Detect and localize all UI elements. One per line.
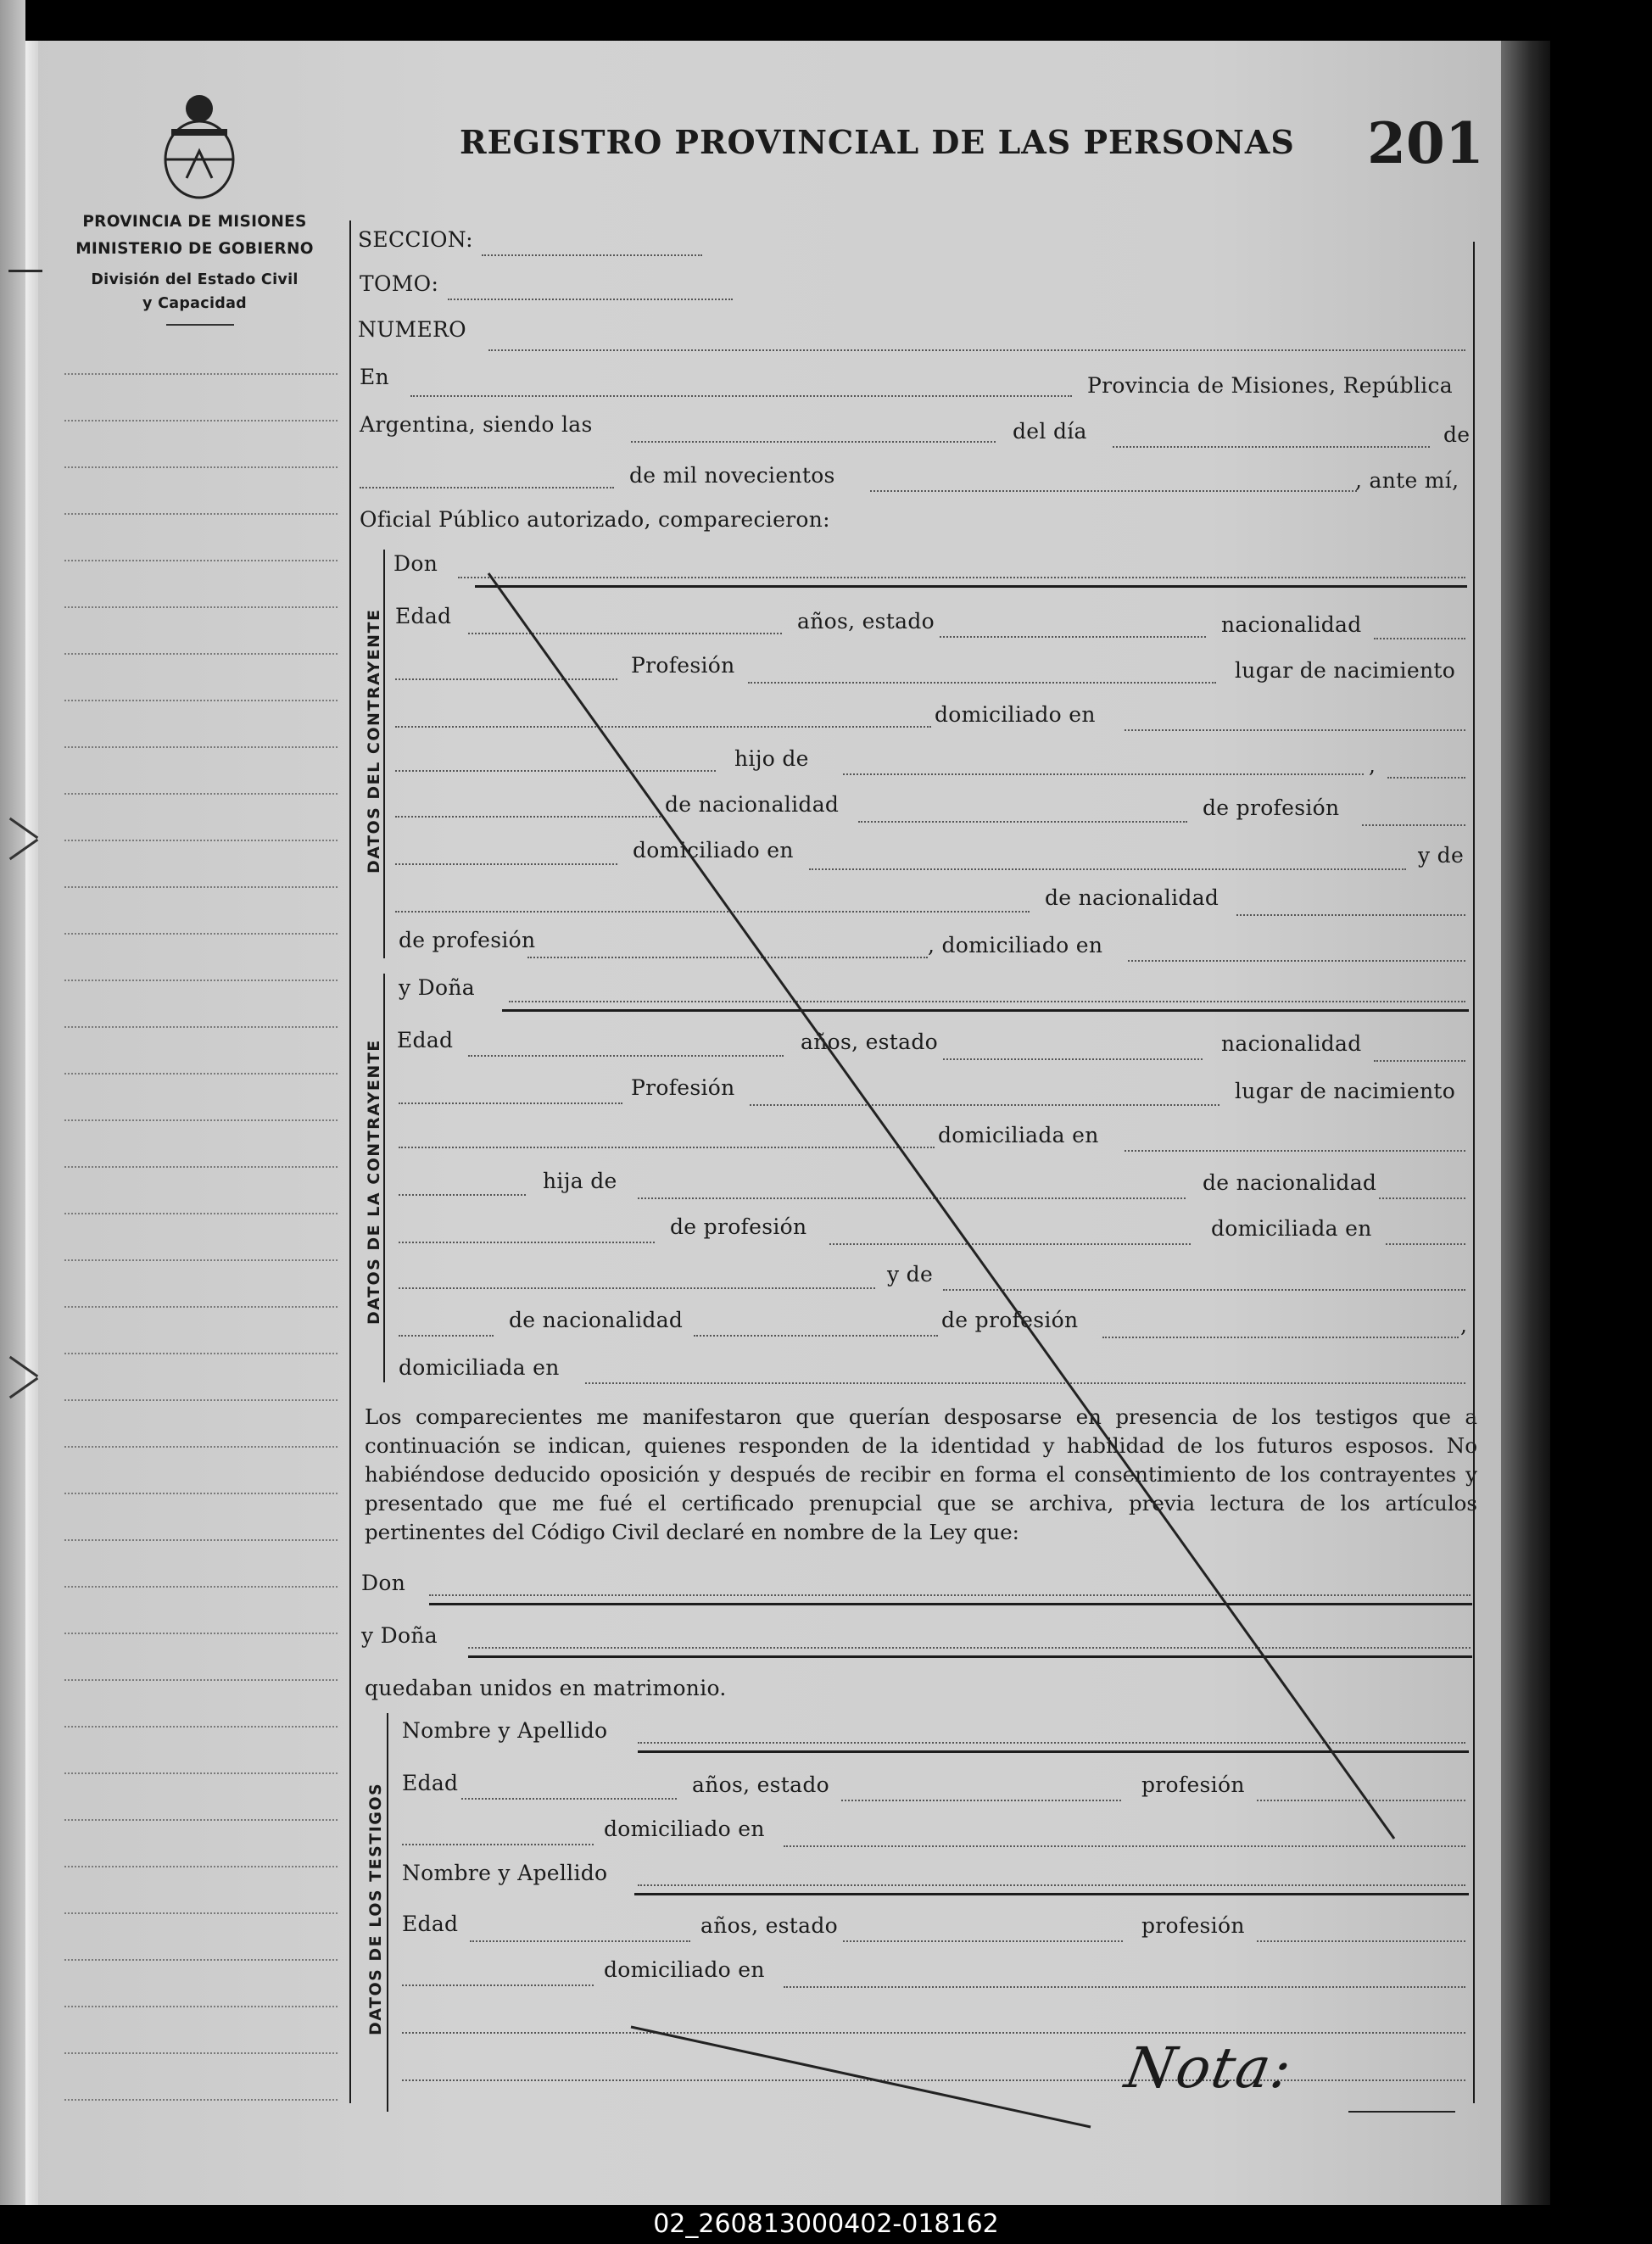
- de-label: de: [1443, 422, 1471, 447]
- domiciliado-label-t1: domiciliado en: [604, 1817, 765, 1841]
- de-nacionalidad-label: de nacionalidad: [1203, 1170, 1377, 1195]
- dona-label: y Doña: [399, 975, 475, 1000]
- nacionalidad-label: nacionalidad: [1221, 612, 1362, 637]
- edad-label: Edad: [395, 604, 452, 628]
- dona-label-declaration: y Doña: [361, 1623, 438, 1648]
- division-label: División del Estado Civil: [91, 271, 299, 288]
- domiciliado-label: domiciliado en: [935, 702, 1096, 727]
- de-profesion-label: de profesión: [1203, 795, 1340, 820]
- ministry-label: MINISTERIO DE GOBIERNO: [75, 240, 314, 258]
- anos-estado-label-1: años, estado: [692, 1772, 830, 1797]
- hijo-de-label: hijo de: [734, 746, 809, 771]
- profesion-label: Profesión: [631, 1075, 735, 1100]
- de-nacionalidad-label-2: de nacionalidad: [1045, 885, 1219, 910]
- image-id-label: 02_260813000402-018162: [653, 2209, 999, 2239]
- domiciliada-label-3: domiciliada en: [399, 1355, 560, 1380]
- cancellation-stroke: [631, 2027, 1091, 2127]
- section-label-contrayente: DATOS DEL CONTRAYENTE: [365, 608, 383, 874]
- profesion-label-2: profesión: [1141, 1913, 1245, 1938]
- provincia-text: Provincia de Misiones, República: [1087, 373, 1453, 398]
- de-profesion-label-2: de profesión: [941, 1308, 1079, 1332]
- numero-label: NUMERO: [358, 317, 466, 342]
- de-nacionalidad-label: de nacionalidad: [665, 792, 840, 817]
- anos-estado-label: años, estado: [797, 609, 935, 634]
- nombre-label-1: Nombre y Apellido: [402, 1718, 608, 1743]
- comma-text: ,: [1460, 1313, 1468, 1337]
- ante-mi-text: , ante mí,: [1355, 468, 1459, 493]
- anos-estado-label: años, estado: [801, 1030, 939, 1054]
- y-de-label: y de: [1418, 843, 1465, 868]
- edad-label: Edad: [397, 1028, 454, 1052]
- declaration-paragraph: Los comparecientes me manifestaron que querían desposarse en presencia de los testigos que a continuación se indican, quienes responden de la identidad y habilidad de los futuros esposos. No habiéndose deducido oposición y después de recibir en forma el consentimiento de los contrayentes y presentado que me fué el certificado prenupcial que se archiva, previa lectura de los artículos pertinentes del Código Civil declaré en nombre de la Ley que:: [365, 1404, 1477, 1544]
- hija-de-label: hija de: [543, 1169, 617, 1193]
- anos-estado-label-2: años, estado: [700, 1913, 839, 1938]
- lugar-nacimiento-label: lugar de nacimiento: [1235, 658, 1456, 683]
- de-profesion-label: de profesión: [670, 1214, 807, 1239]
- page-title: REGISTRO PROVINCIAL DE LAS PERSONAS: [460, 123, 1295, 161]
- domiciliada-label: domiciliada en: [938, 1123, 1099, 1147]
- comma-text: ,: [1369, 753, 1376, 778]
- profesion-label: Profesión: [631, 653, 735, 678]
- don-label: Don: [393, 551, 438, 576]
- section-label-contrayenta: DATOS DE LA CONTRAYENTE: [365, 1039, 383, 1325]
- lugar-nacimiento-label: lugar de nacimiento: [1235, 1079, 1456, 1103]
- de-profesion-label-2: de profesión: [399, 928, 536, 952]
- page-number: 201: [1367, 110, 1484, 176]
- domiciliado-label-t2: domiciliado en: [604, 1957, 765, 1982]
- division-label-2: y Capacidad: [142, 295, 248, 312]
- unidos-text: quedaban unidos en matrimonio.: [365, 1676, 727, 1700]
- domiciliado-label-3: , domiciliado en: [928, 933, 1103, 957]
- section-label-testigos: DATOS DE LOS TESTIGOS: [366, 1782, 385, 2035]
- y-de-label: y de: [887, 1262, 934, 1287]
- edad-label-1: Edad: [402, 1771, 459, 1795]
- mil-novecientos-label: de mil novecientos: [629, 463, 835, 488]
- argentina-text: Argentina, siendo las: [360, 412, 593, 437]
- handwritten-note: Nota:: [1120, 2035, 1298, 2101]
- nombre-label-2: Nombre y Apellido: [402, 1861, 608, 1885]
- seccion-label: SECCION:: [358, 227, 473, 252]
- domiciliada-label-2: domiciliada en: [1211, 1216, 1372, 1241]
- don-label-declaration: Don: [361, 1571, 406, 1595]
- en-label: En: [360, 365, 389, 389]
- de-nacionalidad-label-2: de nacionalidad: [509, 1308, 684, 1332]
- tomo-label: TOMO:: [360, 271, 439, 296]
- domiciliado-label-2: domiciliado en: [633, 838, 794, 862]
- province-label: PROVINCIA DE MISIONES: [82, 213, 307, 231]
- nacionalidad-label: nacionalidad: [1221, 1031, 1362, 1056]
- del-dia-label: del día: [1013, 419, 1087, 444]
- edad-label-2: Edad: [402, 1912, 459, 1936]
- profesion-label-1: profesión: [1141, 1772, 1245, 1797]
- cancellation-stroke: [488, 573, 1394, 1839]
- oficial-text: Oficial Público autorizado, comparecieron:: [360, 507, 830, 532]
